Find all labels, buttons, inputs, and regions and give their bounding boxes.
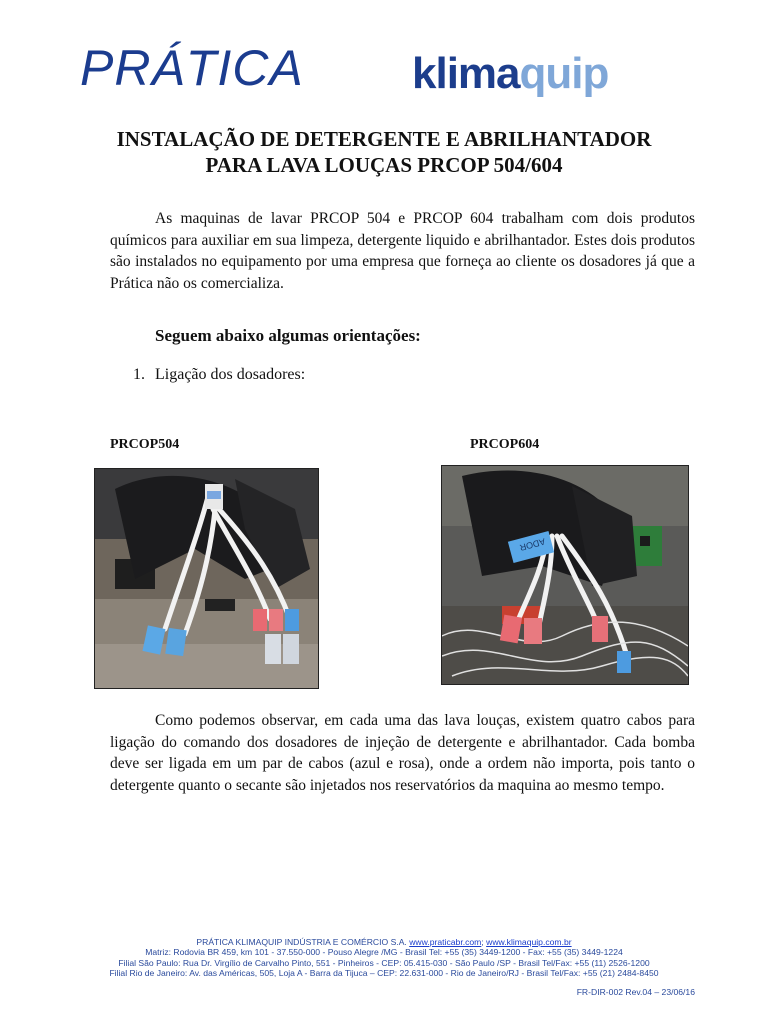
footer-address-sao-paulo: Filial São Paulo: Rua Dr. Virgílio de Carvalho Pinto, 551 - Pinheiros - CEP: 05.415-030 - São Paulo /SP - Brasil Tel/Fax: +55 (11) 2526-1200: [118, 957, 650, 968]
explanation-paragraph: [110, 710, 695, 796]
footer-address-matriz: Matriz: Rodovia BR 459, km 101 - 37.550-000 - Pouso Alegre /MG - Brasil Tel: +55 (35) 3449-1200 - Fax: +55 (35) 3449-1224: [145, 947, 623, 958]
explanation-text: Como podemos observar, em cada uma das lava louças, existem quatro cabos para ligação do comando dos dosadores de injeção de detergente e abrilhantador. Cada bomba deve ser ligada em um par de cabos (azul e rosa), onde a ordem não importa, pois tanto o detergente quanto o secante são injetados nos reservatórios da maquina ao mesmo tempo.: [110, 712, 695, 794]
photo-prcop504-wiring: [94, 468, 319, 689]
title-line-2: PARA LAVA LOUÇAS PRCOP 504/604: [205, 153, 563, 177]
list-item-number: 1.: [133, 366, 145, 383]
photo-label-prcop604: PRCOP604: [470, 437, 540, 452]
section-subheading: Seguem abaixo algumas orientações:: [155, 326, 421, 345]
footer-separator: ;: [481, 937, 484, 947]
footer-company: PRÁTICA KLIMAQUIP INDÚSTRIA E COMÉRCIO S.A.: [196, 937, 407, 947]
klimaquip-logo-part1: klima: [412, 49, 520, 98]
document-title: [0, 126, 768, 178]
photo-prcop604-wiring: [441, 465, 689, 685]
klimaquip-logo: [412, 46, 608, 102]
intro-paragraph: [110, 208, 695, 294]
photo-prcop504-illustration: [95, 469, 318, 688]
photo-label-prcop504: PRCOP504: [110, 437, 180, 452]
page-footer: [60, 937, 708, 978]
footer-address-rio: Filial Rio de Janeiro: Av. das Américas, 505, Loja A - Barra da Tijuca – CEP: 22.631-000 - Rio de Janeiro/RJ - Brasil Tel/Fax: +55 (21) 2484-8450: [109, 967, 659, 978]
photo-prcop604-illustration: [442, 466, 688, 684]
intro-text: As maquinas de lavar PRCOP 504 e PRCOP 604 trabalham com dois produtos químicos para auxiliar em sua limpeza, detergente liquido e abrilhantador. Estes dois produtos são instalados no equipamento por uma empresa que forneça ao cliente os dosadores já que a Prática não os comercializa.: [110, 210, 695, 292]
klimaquip-logo-part2: quip: [519, 49, 609, 98]
list-item-text: Ligação dos dosadores:: [155, 366, 306, 383]
footer-link-praticabr[interactable]: www.praticabr.com: [409, 937, 482, 947]
footer-link-klimaquip[interactable]: www.klimaquip.com.br: [486, 937, 572, 947]
title-line-1: INSTALAÇÃO DE DETERGENTE E ABRILHANTADOR: [116, 127, 652, 151]
list-item: [133, 366, 305, 384]
footer-company-line: [60, 937, 708, 947]
photo-tag-text: ADOR: [518, 536, 547, 553]
document-code: FR-DIR-002 Rev.04 – 23/06/16: [576, 987, 695, 997]
pratica-logo: PRÁTICA: [80, 40, 304, 96]
